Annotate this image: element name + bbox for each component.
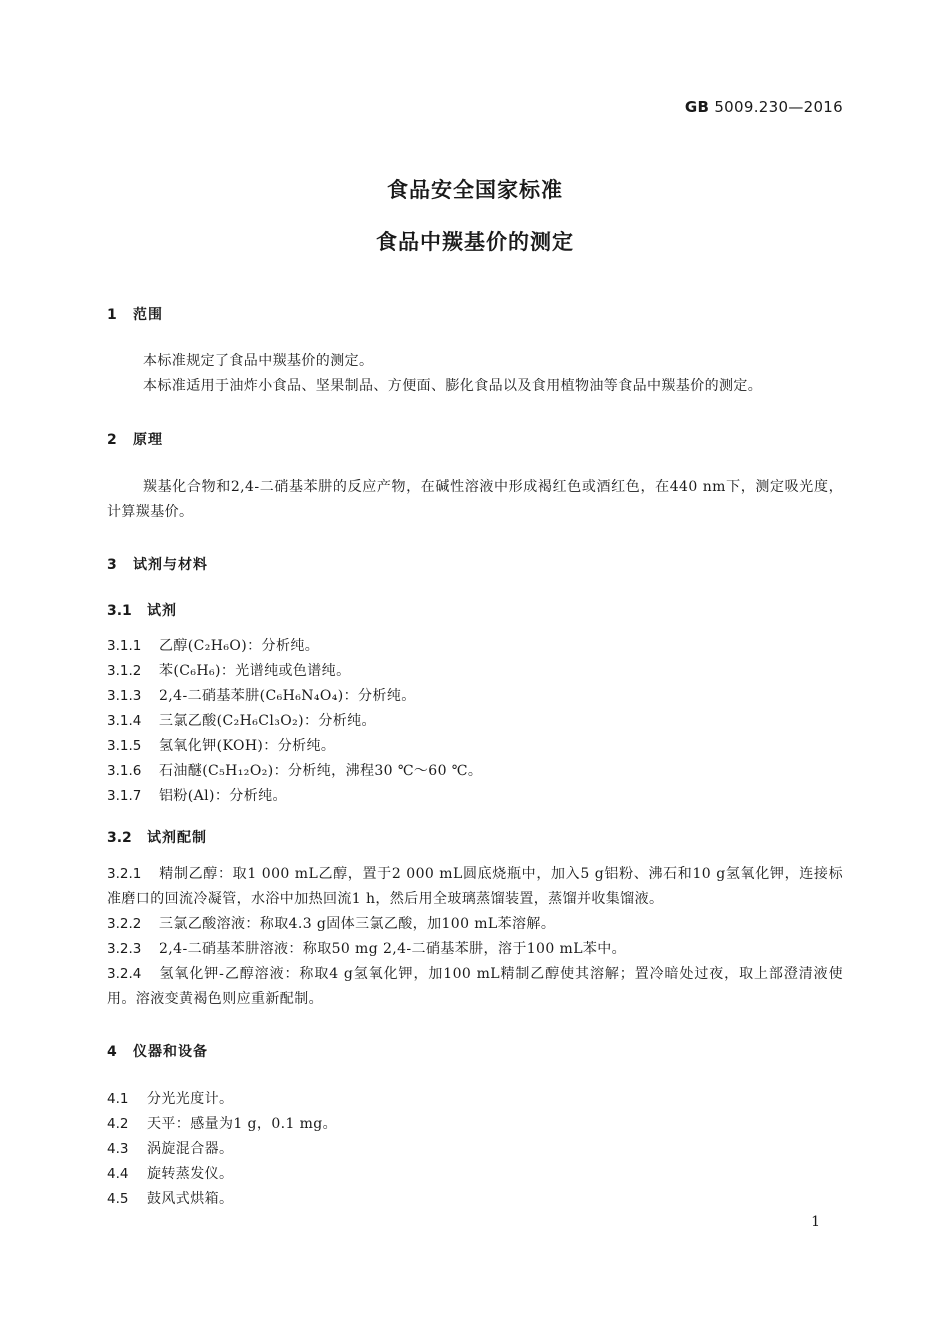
equipment-item: 4.1 分光光度计。 — [107, 1091, 234, 1107]
scope-paragraph-2: 本标准适用于油炸小食品、坚果制品、方便面、膨化食品以及食用植物油等食品中羰基价的测定。 — [143, 378, 763, 394]
section-heading-principle: 2 原理 — [107, 432, 163, 448]
preparation-item: 3.2.2 三氯乙酸溶液：称取4.3 g固体三氯乙酸，加100 mL苯溶解。 — [107, 916, 556, 932]
preparation-item: 3.2.3 2,4-二硝基苯肼溶液：称取50 mg 2,4-二硝基苯肼，溶于100 mL苯中。 — [107, 941, 627, 957]
section-heading-reagents-materials: 3 试剂与材料 — [107, 557, 208, 573]
standard-code — [685, 98, 843, 116]
equipment-item: 4.3 涡旋混合器。 — [107, 1141, 234, 1157]
section-heading-scope: 1 范围 — [107, 307, 163, 323]
preparation-item: 3.2.1 精制乙醇：取1 000 mL乙醇，置于2 000 mL圆底烧瓶中，加入5 g铝粉、沸石和10 g氢氧化钾，连接标准磨口的回流冷凝管，水浴中加热回流1 h，然后用全玻璃蒸馏装置，蒸馏并收集馏液。 — [107, 866, 843, 907]
equipment-item: 4.2 天平：感量为1 g，0.1 mg。 — [107, 1116, 338, 1132]
reagent-item: 3.1.7 铝粉(Al)：分析纯。 — [107, 788, 287, 804]
reagent-item: 3.1.6 石油醚(C₅H₁₂O₂)：分析纯，沸程30 ℃～60 ℃。 — [107, 763, 483, 779]
equipment-item: 4.5 鼓风式烘箱。 — [107, 1191, 234, 1207]
document-title-line1: 食品安全国家标准 — [387, 178, 563, 202]
section-heading-reagent-preparation: 3.2 试剂配制 — [107, 830, 207, 846]
reagent-item: 3.1.1 乙醇(C₂H₆O)：分析纯。 — [107, 638, 320, 654]
page-number: 1 — [811, 1214, 820, 1230]
reagent-item: 3.1.2 苯(C₆H₆)：光谱纯或色谱纯。 — [107, 663, 351, 679]
standard-number: 5009.230—2016 — [714, 98, 843, 116]
section-heading-equipment: 4 仪器和设备 — [107, 1044, 208, 1060]
document-title-line2: 食品中羰基价的测定 — [376, 230, 574, 254]
reagent-item: 3.1.3 2,4-二硝基苯肼(C₆H₆N₄O₄)：分析纯。 — [107, 688, 416, 704]
equipment-item: 4.4 旋转蒸发仪。 — [107, 1166, 234, 1182]
scope-paragraph-1: 本标准规定了食品中羰基价的测定。 — [143, 353, 374, 369]
section-heading-reagents: 3.1 试剂 — [107, 603, 177, 619]
standard-prefix: GB — [684, 98, 710, 116]
reagent-item: 3.1.4 三氯乙酸(C₂H₆Cl₃O₂)：分析纯。 — [107, 713, 376, 729]
preparation-item: 3.2.4 氢氧化钾-乙醇溶液：称取4 g氢氧化钾，加100 mL精制乙醇使其溶解；置冷暗处过夜，取上部澄清液使用。溶液变黄褐色则应重新配制。 — [107, 966, 843, 1007]
reagent-item: 3.1.5 氢氧化钾(KOH)：分析纯。 — [107, 738, 336, 754]
principle-paragraph: 羰基化合物和2,4-二硝基苯肼的反应产物，在碱性溶液中形成褐红色或酒红色，在440 nm下，测定吸光度，计算羰基价。 — [107, 479, 843, 520]
